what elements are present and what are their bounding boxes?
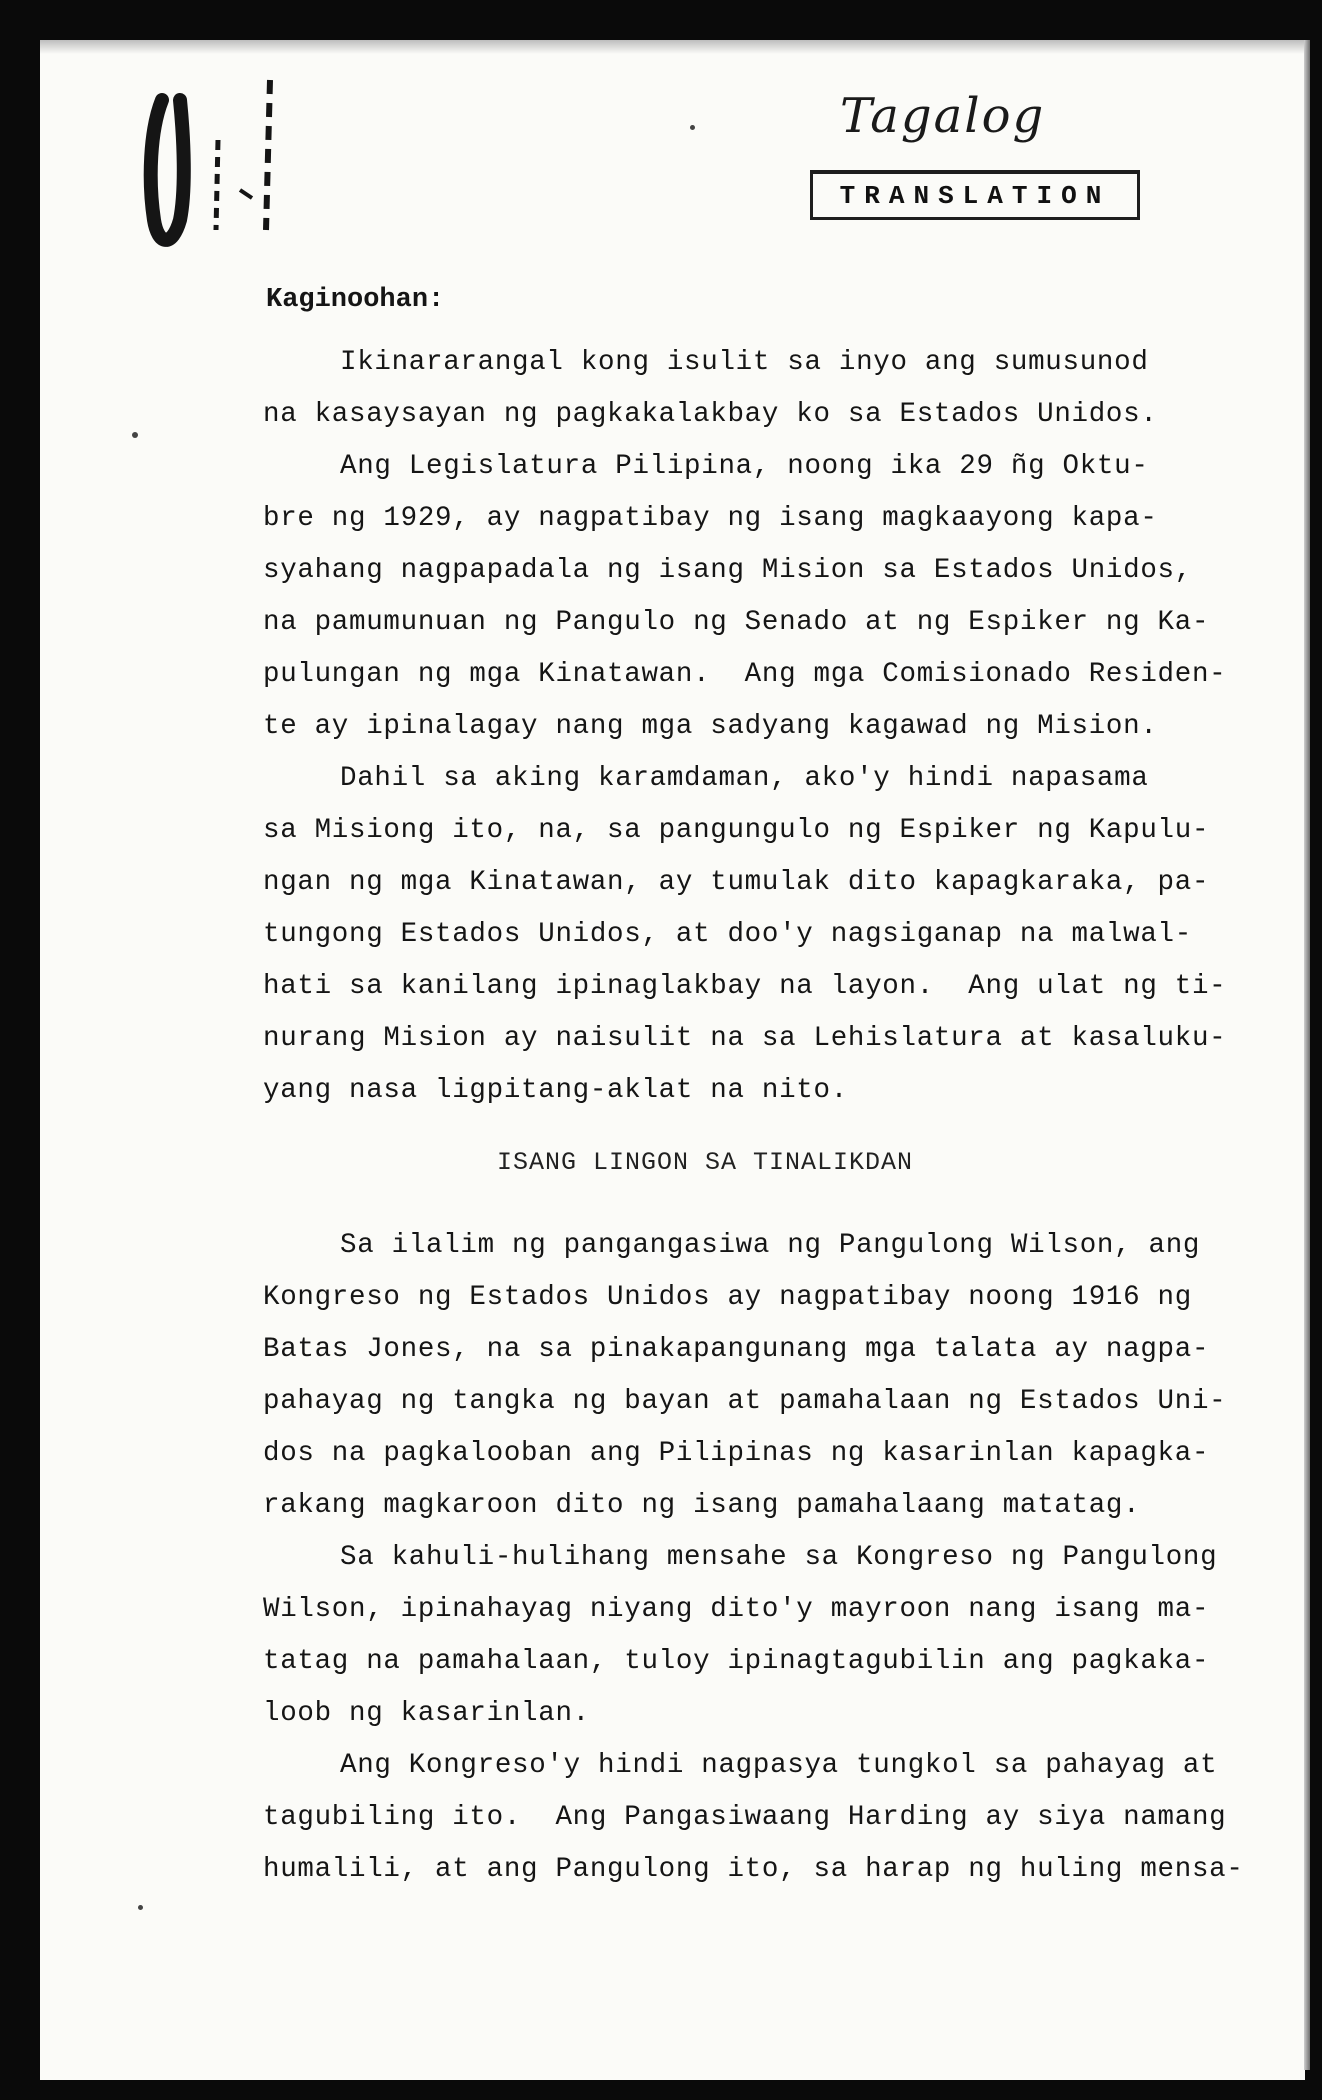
text-line: na pamumunuan ng Pangulo ng Senado at ng Espiker ng Ka- [263, 607, 1210, 638]
salutation: Kaginoohan: [266, 285, 445, 315]
text-line: tagubiling ito. Ang Pangasiwaang Harding ay siya namang [263, 1802, 1227, 1833]
text-line: pulungan ng mga Kinatawan. Ang mga Comisionado Residen- [263, 659, 1227, 690]
text-line: nurang Mision ay naisulit na sa Lehislatura at kasaluku- [263, 1023, 1227, 1054]
text-line: ngan ng mga Kinatawan, ay tumulak dito kapagkaraka, pa- [263, 867, 1210, 898]
text-line: Ikinararangal kong isulit sa inyo ang sumusunod [340, 347, 1149, 378]
translation-stamp: TRANSLATION [810, 170, 1140, 220]
scan-speck [138, 1905, 143, 1910]
text-line: pahayag ng tangka ng bayan at pamahalaan ng Estados Uni- [263, 1386, 1227, 1417]
text-line: Ang Kongreso'y hindi nagpasya tungkol sa pahayag at [340, 1750, 1218, 1781]
text-line: Sa kahuli-hulihang mensahe sa Kongreso ng Pangulong [340, 1542, 1218, 1573]
paragraph [263, 1532, 1244, 1740]
text-line: sa Misiong ito, na, sa pangungulo ng Espiker ng Kapulu- [263, 815, 1210, 846]
paragraph [263, 1740, 1244, 1896]
section-heading: ISANG LINGON SA TINALIKDAN [497, 1148, 914, 1177]
page-top-edge [40, 40, 1305, 54]
text-line: Dahil sa aking karamdaman, ako'y hindi napasama [340, 763, 1149, 794]
page-edge-shadow [1304, 40, 1310, 2070]
text-line: Wilson, ipinahayag niyang dito'y mayroon nang isang ma- [263, 1594, 1210, 1625]
text-line: bre ng 1929, ay nagpatibay ng isang magkaayong kapa- [263, 503, 1158, 534]
text-line: dos na pagkalooban ang Pilipinas ng kasarinlan kapagka- [263, 1438, 1210, 1469]
paragraph [263, 441, 1226, 753]
text-line: humalili, at ang Pangulong ito, sa harap ng huling mensa- [263, 1854, 1244, 1885]
ink-marks-graphic [140, 70, 310, 260]
scan-speck [690, 125, 695, 130]
text-line: hati sa kanilang ipinaglakbay na layon. Ang ulat ng ti- [263, 971, 1227, 1002]
paragraph [263, 337, 1226, 441]
text-line: na kasaysayan ng pagkakalakbay ko sa Estados Unidos. [263, 399, 1158, 430]
text-line: Ang Legislatura Pilipina, noong ika 29 ñg Oktu- [340, 451, 1149, 482]
text-line: Sa ilalim ng pangangasiwa ng Pangulong Wilson, ang [340, 1230, 1201, 1261]
paragraph [263, 753, 1226, 1117]
text-line: loob ng kasarinlan. [263, 1698, 590, 1729]
handwritten-language-note: Tagalog [840, 88, 1046, 144]
text-line: tungong Estados Unidos, at doo'y nagsiganap na malwal- [263, 919, 1192, 950]
text-line: syahang nagpapadala ng isang Mision sa Estados Unidos, [263, 555, 1192, 586]
text-line: Kongreso ng Estados Unidos ay nagpatibay noong 1916 ng [263, 1282, 1192, 1313]
body-text-bottom [263, 1220, 1244, 1896]
text-line: tatag na pamahalaan, tuloy ipinagtagubilin ang pagkaka- [263, 1646, 1210, 1677]
text-line: Batas Jones, na sa pinakapangunang mga talata ay nagpa- [263, 1334, 1210, 1365]
text-line: rakang magkaroon dito ng isang pamahalaang matatag. [263, 1490, 1141, 1521]
text-line: te ay ipinalagay nang mga sadyang kagawad ng Mision. [263, 711, 1158, 742]
paragraph [263, 1220, 1244, 1532]
text-line: yang nasa ligpitang-aklat na nito. [263, 1075, 848, 1106]
body-text-top [263, 337, 1226, 1117]
scan-speck [132, 432, 138, 438]
